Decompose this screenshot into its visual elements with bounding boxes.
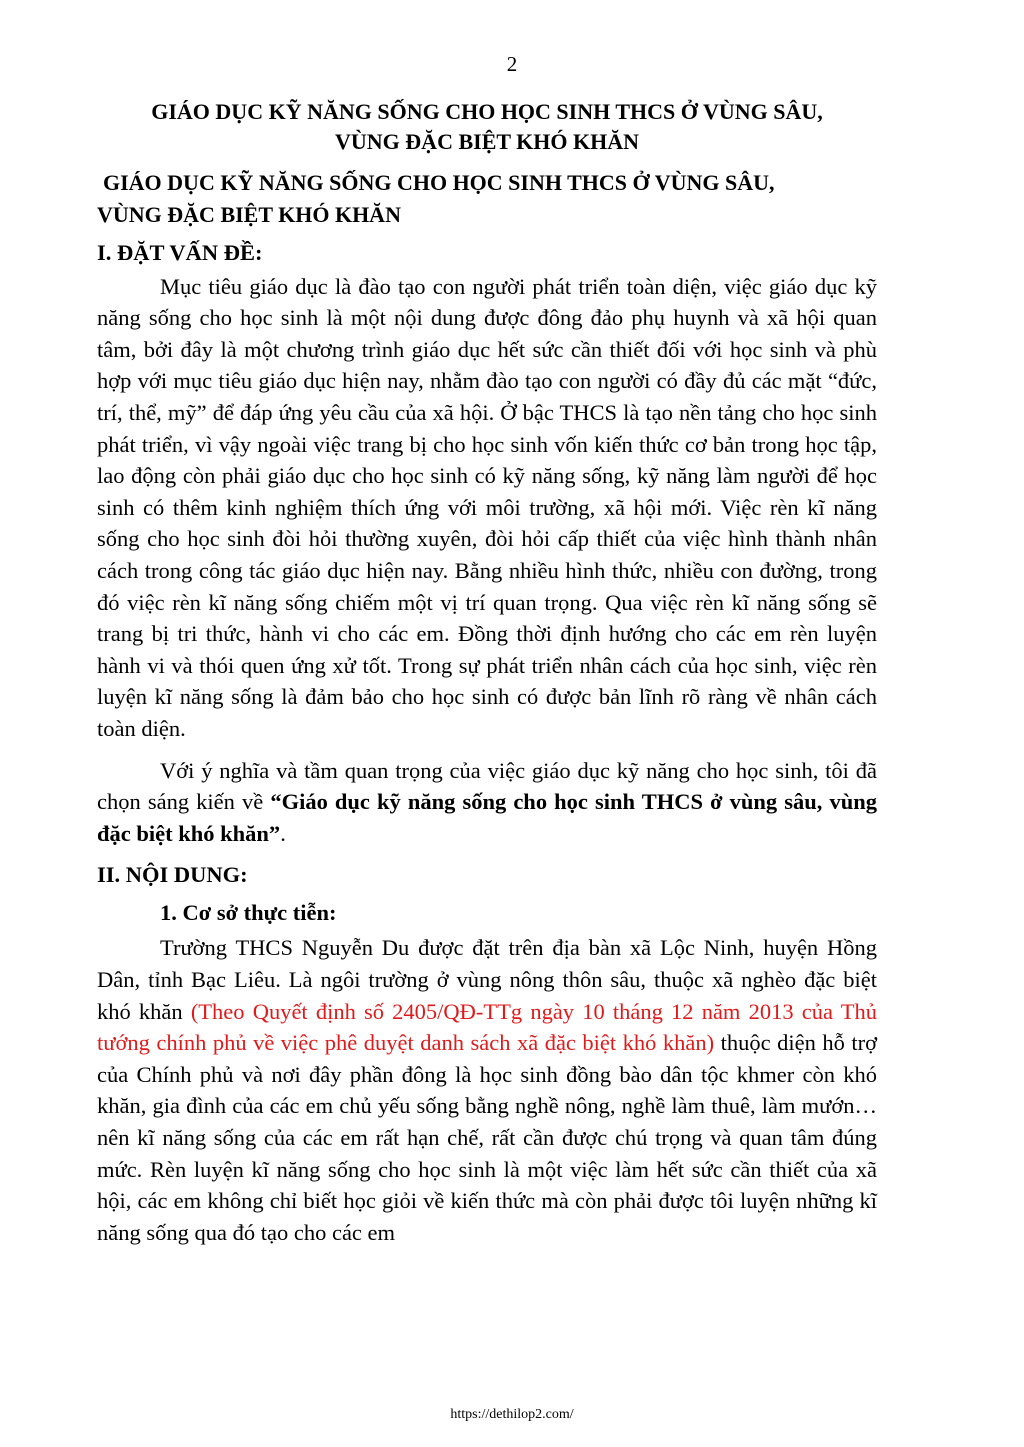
section-1-paragraph-2-end: . [280, 820, 286, 846]
section-2-paragraph-1 [97, 932, 877, 1248]
subsection-1-heading: 1. Cơ sở thực tiễn: [160, 899, 337, 925]
section-2-paragraph-1-end: thuộc diện hỗ trợ của Chính phủ và nơi đây phần đông là học sinh đồng bào dân tộc khmer còn khó khăn, gia đình của các em chủ yếu sống bằng nghề nông, nghề làm thuê, làm mướn… nên kĩ năng sống của các em rất hạn chế, rất cần được chú trọng và quan tâm đúng mức. Rèn luyện kĩ năng sống cho học sinh là một việc làm hết sức cần thiết của xã hội, các em không chỉ biết học giỏi về kiến thức mà còn phải được tôi luyện những kĩ năng sống qua đó tạo cho các em [97, 1030, 877, 1245]
section-1-heading: I. ĐẶT VẤN ĐỀ: [97, 240, 263, 265]
decision-citation: (Theo Quyết định số 2405/QĐ-TTg ngày 10 tháng 12 năm 2013 của Thủ tướng chính phủ về việc phê duyệt danh sách xã đặc biệt khó khăn) [97, 998, 877, 1056]
document-title-line-1: GIÁO DỤC KỸ NĂNG SỐNG CHO HỌC SINH THCS Ở VÙNG SÂU, [151, 99, 823, 124]
section-1-paragraph-2-text: Với ý nghĩa và tầm quan trọng của việc giáo dục kỹ năng cho học sinh, tôi đã chọn sáng kiến về [97, 757, 877, 815]
section-2-paragraph-1-start: Trường THCS Nguyễn Du được đặt trên địa bàn xã Lộc Ninh, huyện Hồng Dân, tỉnh Bạc Liêu. Là ngôi trường ở vùng nông thôn sâu, thuộc xã nghèo đặc biệt khó khăn [97, 935, 877, 1024]
document-body [97, 97, 877, 1258]
section-1-paragraph-2 [97, 755, 877, 850]
section-2-heading: II. NỘI DUNG: [97, 862, 248, 888]
document-title-line-2: VÙNG ĐẶC BIỆT KHÓ KHĂN [335, 129, 639, 154]
document-title-repeat-line-2: VÙNG ĐẶC BIỆT KHÓ KHĂN [97, 202, 401, 227]
initiative-title-quote: “Giáo dục kỹ năng sống cho học sinh THCS ở vùng sâu, vùng đặc biệt khó khăn” [97, 789, 877, 846]
document-title-repeat [97, 167, 877, 231]
footer-url: https://dethilop2.com/ [450, 1407, 574, 1422]
section-1-paragraph-1: Mục tiêu giáo dục là đào tạo con người phát triển toàn diện, việc giáo dục kỹ năng sống cho học sinh là một nội dung được đông đảo phụ huynh và xã hội quan tâm, bởi đây là một chương trình giáo dục hết sức cần thiết đối với học sinh và phù hợp với mục tiêu giáo dục hiện nay, nhằm đào tạo con người có đầy đủ các mặt “đức, trí, thể, mỹ” để đáp ứng yêu cầu của xã hội. Ở bậc THCS là tạo nền tảng cho học sinh phát triển, vì vậy ngoài việc trang bị cho học sinh vốn kiến thức cơ bản trong học tập, lao động còn phải giáo dục cho học sinh có kỹ năng sống, kỹ năng làm người để học sinh có thêm kinh nghiệm thích ứng với môi trường, xã hội mới. Việc rèn kĩ năng sống cho học sinh đòi hỏi thường xuyên, đòi hỏi cấp thiết của việc hình thành nhân cách trong công tác giáo dục hiện nay. Bằng nhiều hình thức, nhiều con đường, trong đó việc rèn kĩ năng sống chiếm một vị trí quan trọng. Qua việc rèn kĩ năng sống sẽ trang bị tri thức, hành vi cho các em. Đồng thời định hướng cho các em rèn luyện hành vi và thói quen ứng xử tốt. Trong sự phát triển nhân cách của học sinh, việc rèn luyện kĩ năng sống là đảm bảo cho học sinh có được bản lĩnh rõ ràng về nhân cách toàn diện. [97, 273, 877, 741]
document-title [97, 97, 877, 157]
document-title-repeat-line-1: GIÁO DỤC KỸ NĂNG SỐNG CHO HỌC SINH THCS Ở VÙNG SÂU, [103, 170, 775, 195]
page-number: 2 [506, 52, 518, 76]
